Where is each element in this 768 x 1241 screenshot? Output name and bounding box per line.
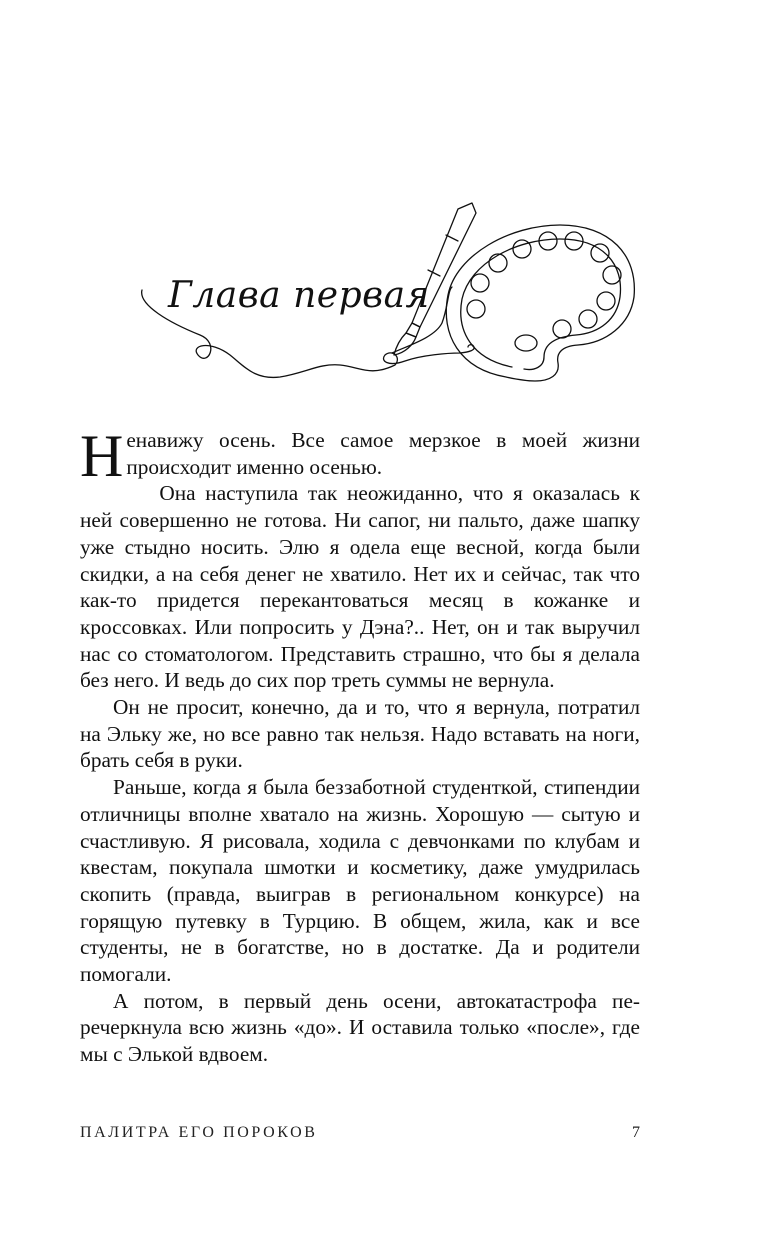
paragraph-text: енавижу осень. Все самое мерзкое в моей жизни происходит именно осенью. — [126, 428, 640, 479]
page-number: 7 — [632, 1124, 640, 1141]
paragraph: Она наступила так неожиданно, что я оказалась к ней совершенно не готова. Ни сапог, ни пальто, даже шапку уже стыдно носить. Элю я одела еще весной, когда были скидки, а на себя денег не хватило. Нет их и сейчас, так что как-то придется перекантоваться месяц в кожанке и кроссовках. Или попросить у Дэна?.. Нет, он и так выручил нас со стоматологом. Представить страшно, что бы я делала без него. И ведь до сих пор треть суммы не вернула. — [80, 481, 640, 693]
paragraph: Он не просит, конечно, да и то, что я вернула, потратил на Эльку же, но все равно так нельзя. Надо вставать на ноги, брать себя в руки. — [80, 695, 640, 773]
paragraph — [80, 423, 640, 489]
chapter-header — [130, 195, 650, 395]
paragraph: Раньше, когда я была беззаботной студенткой, стипендии отличницы вполне хватало на жизнь. Хорошую — сытую и счастливую. Я рисовала, ходила с девчонками по клубам и квестам, покупала шмотки и косметику, даже умудрилась скопить (правда, выиграв в региональном конкурсе) на горящую путевку в Турцию. В общем, жила, как и все студенты, не в богатстве, но в достатке. Да и родители помогали. — [80, 775, 640, 987]
chapter-body — [80, 423, 640, 1068]
paragraph: А потом, в первый день осени, автокатастрофа перечеркнула всю жизнь «до». И оставила только «после», где мы с Элькой вдвоем. — [80, 988, 640, 1067]
running-title: ПАЛИТРА ЕГО ПОРОКОВ — [80, 1124, 318, 1141]
drop-cap: Н — [80, 423, 124, 489]
chapter-title: Глава первая — [168, 275, 430, 316]
